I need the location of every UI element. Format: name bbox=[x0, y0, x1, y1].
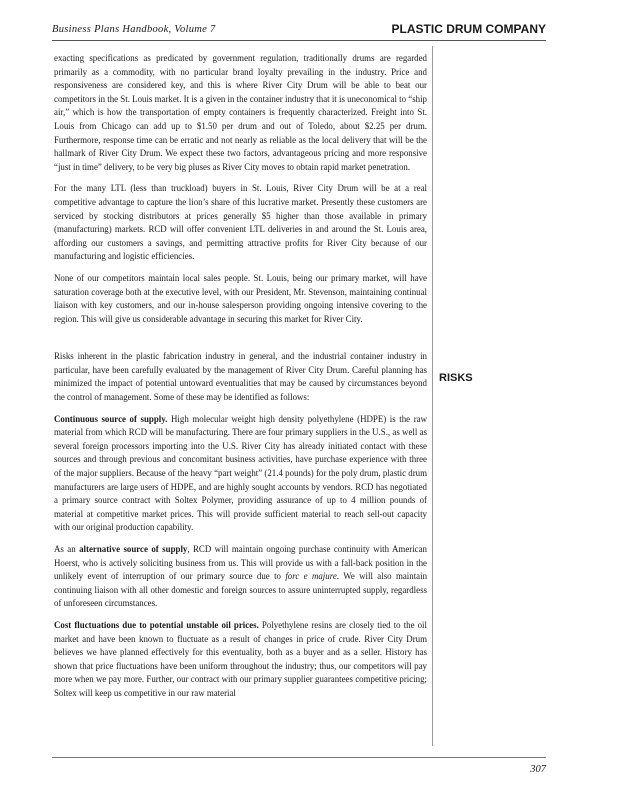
run-in-heading-cost: Cost fluctuations due to potential unstable oil prices. bbox=[54, 619, 259, 630]
alt-supply-post: . We will also maintain continuing liaison with all other domestic and foreign sources to assure uninterrupted supply, regardless of unforeseen circumstances. bbox=[54, 571, 428, 609]
book-title: Business Plans Handbook, Volume 7 bbox=[52, 24, 216, 35]
paragraph-alternative-supply bbox=[54, 543, 427, 611]
risks-heading: RISKS bbox=[439, 372, 473, 384]
alt-supply-pre: As an bbox=[54, 544, 80, 554]
alt-supply-italic: forc e majure bbox=[285, 571, 337, 582]
paragraph-pricing: exacting specifications as predicated by government regulation, traditionally drums are regarded primarily as a commodity, with no particular brand loyalty prevailing in the industry. Price and responsiveness are considered key, and this is where River City Drum will be able to beat our competitors in the St. Louis market. It is a given in the container industry that it is uneconomical to “ship air,” which is how the transportation of empty containers is frequently characterized. Freight into St. Louis from Chicago can add up to $1.50 per drum and out of Toledo, about $2.25 per drum. Furthermore, response time can be erratic and not nearly as reliable as the local delivery that will be the hallmark of River City Drum. We expect these two factors, advantageous pricing and more responsive “just in time” delivery, to be very big pluses as River City moves to obtain rapid market penetration. bbox=[54, 53, 427, 172]
paragraph-cost-fluctuations bbox=[54, 619, 427, 701]
alt-supply-mid: , RCD will maintain ongoing purchase continuity with American Hoerst, who is actively soliciting business from us. This will provide us with a fall-back position in the unlikely event of interruption of our primary source due to bbox=[54, 544, 427, 582]
alt-supply-bold: alternative source of supply bbox=[79, 544, 188, 554]
paragraph-local-sales: None of our competitors maintain local sales people. St. Louis, being our primary market, will have saturation coverage both at the executive level, with our President, Mr. Stevenson, maintaining continual liaison with key customers, and our in-house salesperson providing ongoing intensive covering to the region. This will give us considerable advantage in securing this market for River City. bbox=[54, 272, 427, 324]
cost-body: Polyethylene resins are closely tied to the oil market and have been known to fluctuate as a result of changes in price of crude. River City Drum believes we have planned effectively for this eventuality, both as a buyer and as a seller. History has shown that price fluctuations have been uniform throughout the industry; thus, our competitors will pay more when we pay more. Further, our contract with our primary supplier guarantees competitive pricing; Soltex will keep us competitive in our raw material bbox=[54, 619, 427, 698]
page-number: 307 bbox=[530, 764, 546, 775]
paragraph-continuous-supply bbox=[54, 413, 427, 535]
paragraph-risks-intro: Risks inherent in the plastic fabrication industry in general, and the industrial container industry in particular, have been carefully evaluated by the management of River City Drum. Careful planning has minimized the impact of potential untoward eventualities that may be caused by circumstances beyond the control of management. Some of these may be identified as follows: bbox=[54, 351, 427, 403]
main-text-column bbox=[54, 52, 427, 709]
footer-rule bbox=[52, 757, 546, 758]
column-divider bbox=[432, 46, 433, 746]
company-title: PLASTIC DRUM COMPANY bbox=[391, 22, 546, 36]
supply-body: High molecular weight high density polyethylene (HDPE) is the raw material from which RCD will be manufacturing. There are four primary suppliers in the U.S., as well as several foreign processors importing into the U.S. River City has already initiated contact with these sources and through previous and concomitant business activities, have purchase experience with three of the major suppliers. Because of the heavy “part weight” (21.4 pounds) for the poly drum, plastic drum manufacturers are large users of HDPE, and are highly sought accounts by vendors. RCD has negotiated a primary source contract with Soltex Polymer, providing assurance of up to 4 million pounds of material at competitive market prices. This will provide sufficient material to reach sell-out capacity with our original production capability. bbox=[54, 413, 427, 533]
header-rule bbox=[52, 40, 546, 41]
paragraph-ltl-buyers: For the many LTL (less than truckload) buyers in St. Louis, River City Drum will be at a real competitive advantage to capture the lion’s share of this lucrative market. Presently these customers are serviced by stocking distributors at prices generally $5 higher than those available in primary (manufacturing) markets. RCD will offer convenient LTL deliveries in and around the St. Louis area, affording our customers a savings, and permitting attractive profits for River City because of our manufacturing and logistic efficiencies. bbox=[54, 183, 427, 262]
run-in-heading-supply: Continuous source of supply. bbox=[54, 413, 168, 424]
running-header bbox=[52, 22, 546, 40]
